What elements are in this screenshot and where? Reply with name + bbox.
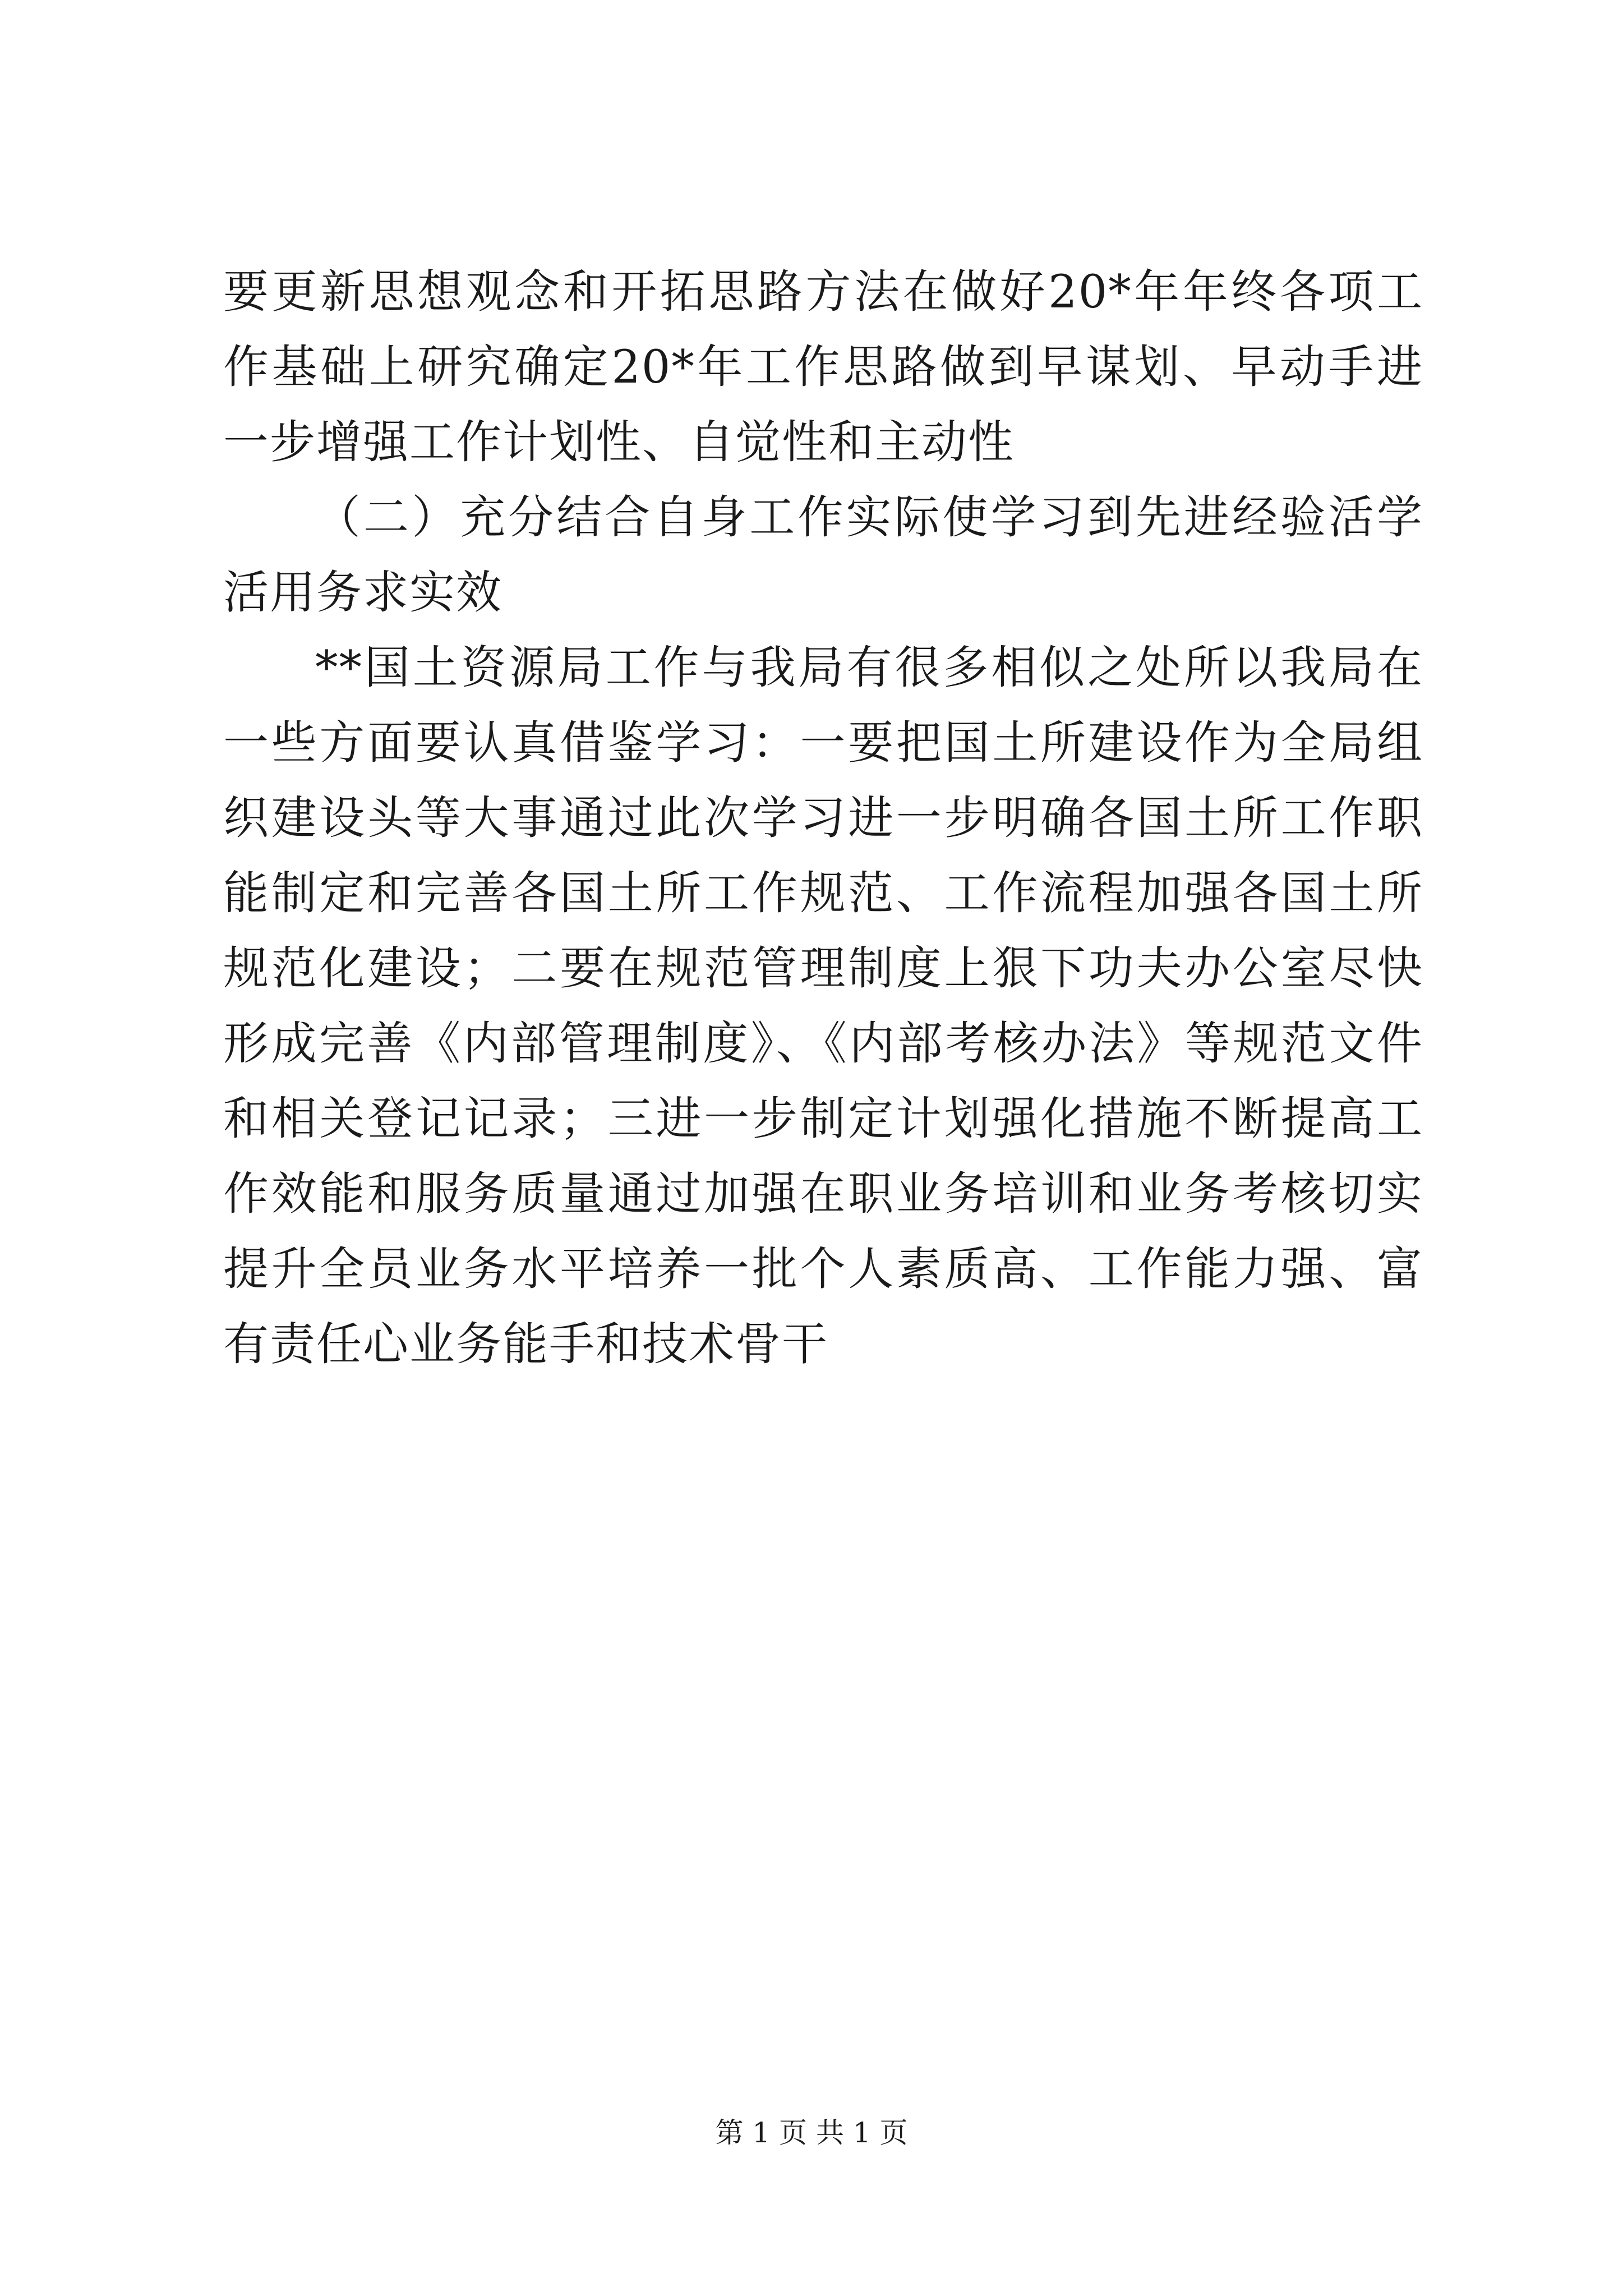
paragraph-learning-points: **国土资源局工作与我局有很多相似之处所以我局在一些方面要认真借鉴学习：一要把国土所建设作为全局组织建设头等大事通过此次学习进一步明确各国土所工作职能制定和完善各国土所工作规范、工作流程加强各国土所规范化建设；二要在规范管理制度上狠下功夫办公室尽快形成完善《内部管理制度》、《内部考核办法》等规范文件和相关登记记录；三进一步制定计划强化措施不断提高工作效能和服务质量通过加强在职业务培训和业务考核切实提升全员业务水平培养一批个人素质高、工作能力强、富有责任心业务能手和技术骨干 <box>223 642 1423 1371</box>
paragraph-continuation: 要更新思想观念和开拓思路方法在做好20*年年终各项工作基础上研究确定20*年工作思路做到早谋划、早动手进一步增强工作计划性、自觉性和主动性 <box>223 266 1423 469</box>
section-heading-2: （二）充分结合自身工作实际使学习到先进经验活学活用务求实效 <box>223 491 1423 619</box>
document-body <box>223 255 1423 1382</box>
page-number-footer: 第 1 页 共 1 页 <box>715 2116 908 2149</box>
